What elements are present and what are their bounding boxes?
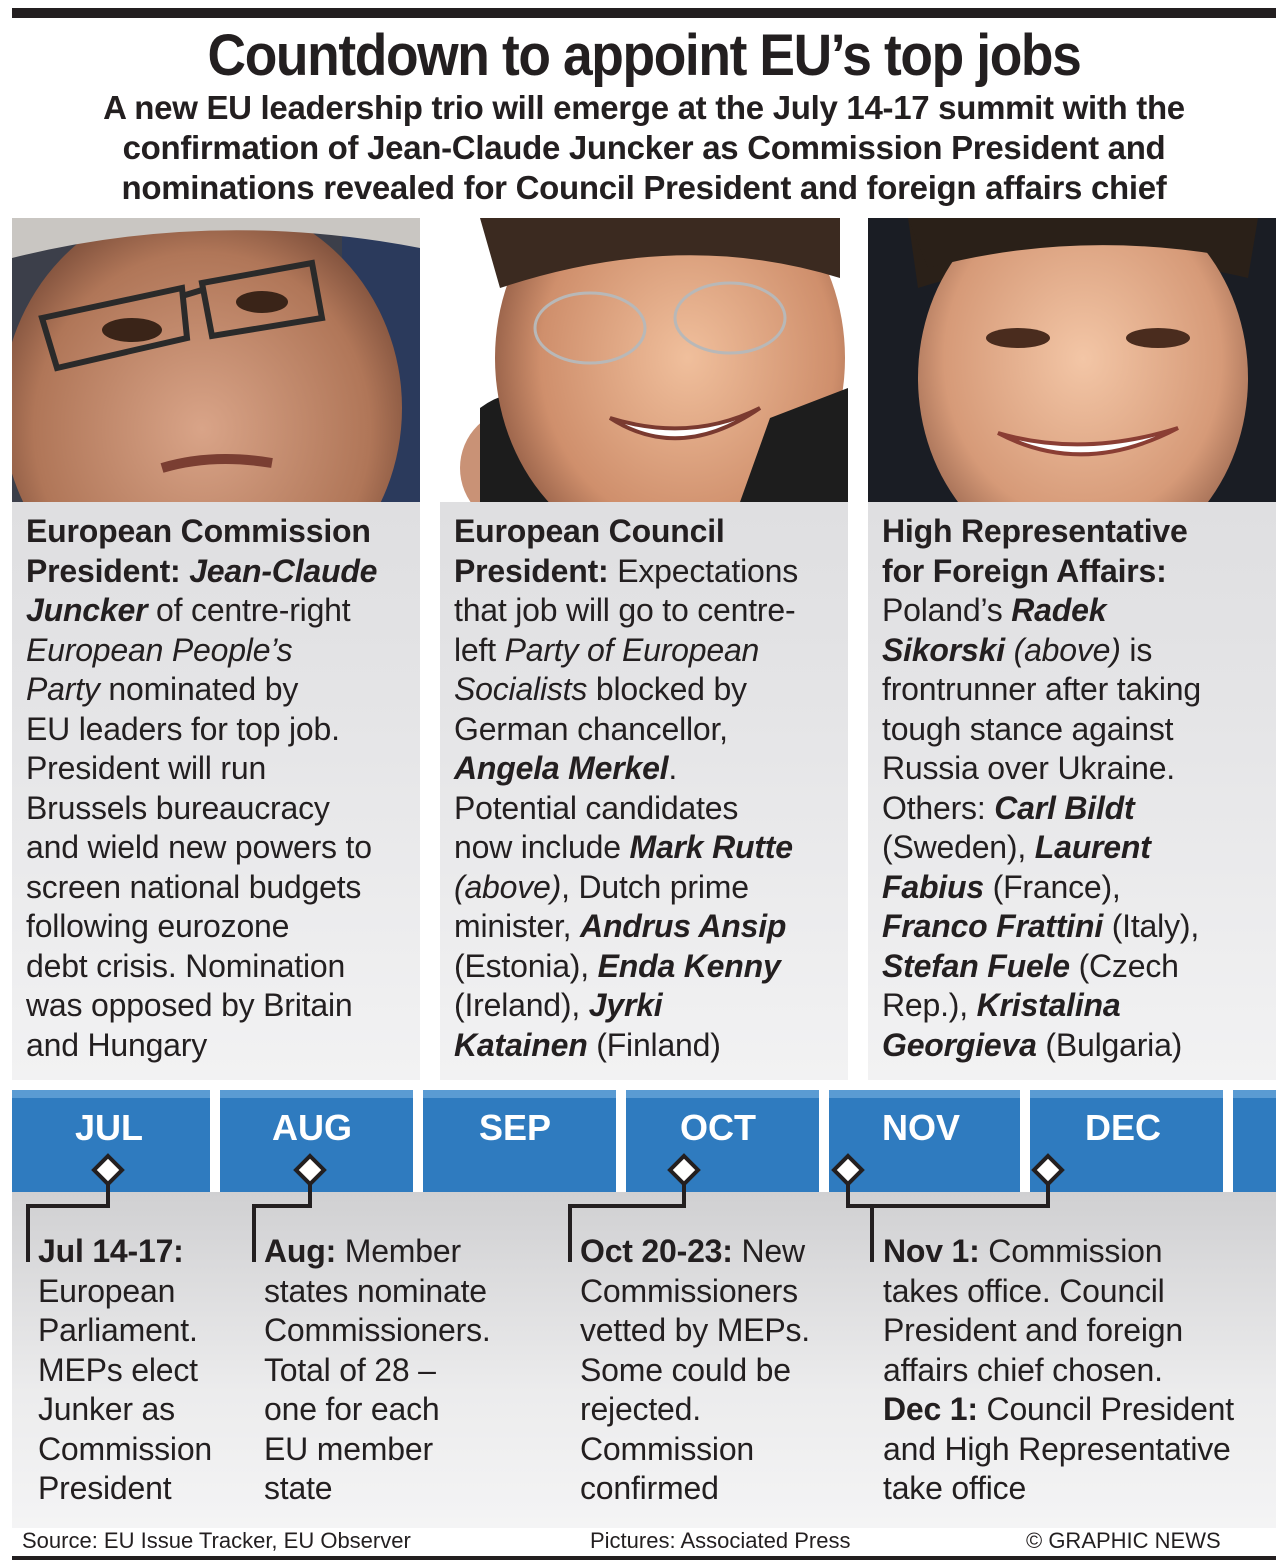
marker-aug <box>296 1156 324 1184</box>
month-label-jul: JUL <box>74 1107 143 1148</box>
text-line: (Estonia), Enda Kenny <box>454 947 781 984</box>
text-line: European Council <box>454 513 725 549</box>
text-line: take office <box>883 1470 1027 1506</box>
text-line: (Ireland), Jyrki <box>454 987 663 1023</box>
text-line: MEPs elect <box>38 1351 198 1388</box>
text-line: Nov 1: Commission <box>883 1233 1163 1269</box>
text-line: that job will go to centre- <box>454 592 796 628</box>
month-label-aug: AUG <box>272 1107 352 1148</box>
text-line: German chancellor, <box>454 710 728 747</box>
text-line: Franco Frattini (Italy), <box>882 908 1200 944</box>
text-line: European Commission <box>26 513 371 549</box>
text-line: following eurozone <box>26 908 290 944</box>
text-line: President <box>38 1470 172 1506</box>
text-line: EU leaders for top job. <box>26 710 340 747</box>
month-label-sep: SEP <box>478 1107 552 1148</box>
event-aug <box>264 1232 534 1509</box>
text-line: (Sweden), Laurent <box>882 829 1151 865</box>
text-line: frontrunner after taking <box>882 671 1201 707</box>
text-line: rejected. <box>580 1391 701 1427</box>
text-line: Sikorski (above) is <box>882 631 1153 668</box>
text-line: states nominate <box>264 1272 487 1309</box>
text-line: (above), Dutch prime <box>454 868 749 905</box>
text-line: Fabius (France), <box>882 868 1121 905</box>
text-line: Others: Carl Bildt <box>882 789 1135 826</box>
text-line: state <box>264 1470 333 1506</box>
subtitle-line: nominations revealed for Council President and foreign affairs chief <box>121 169 1167 206</box>
text-line: EU member <box>264 1430 433 1467</box>
text-line: Aug: Member <box>264 1233 461 1269</box>
text-line: Rep.), Kristalina <box>882 987 1121 1023</box>
marker-dec <box>1034 1156 1062 1184</box>
text-line: now include Mark Rutte <box>454 829 793 865</box>
event-nov-dec <box>883 1232 1278 1509</box>
text-line: for Foreign Affairs: <box>882 552 1167 589</box>
text-line: Junker as <box>38 1391 175 1427</box>
copyright-credit: © GRAPHIC NEWS <box>1026 1528 1221 1553</box>
text-line: minister, Andrus Ansip <box>454 908 787 944</box>
text-line: confirmed <box>580 1470 719 1506</box>
text-line: vetted by MEPs. <box>580 1312 810 1348</box>
month-label-dec: DEC <box>1084 1107 1161 1148</box>
month-label-nov: NOV <box>881 1107 960 1148</box>
text-line: affairs chief chosen. <box>883 1351 1163 1388</box>
text-line: Georgieva (Bulgaria) <box>882 1026 1183 1063</box>
month-label-oct: OCT <box>680 1107 756 1148</box>
connector-dec <box>872 1184 1048 1206</box>
text-line: tough stance against <box>882 710 1174 747</box>
text-line: President and foreign <box>883 1312 1184 1348</box>
text-line: Brussels bureaucracy <box>26 789 330 826</box>
text-line: debt crisis. Nomination <box>26 947 346 984</box>
pictures-credit: Pictures: Associated Press <box>590 1528 851 1553</box>
event-oct <box>580 1232 860 1509</box>
text-line: President: Jean-Claude <box>26 552 378 589</box>
subtitle-line: A new EU leadership trio will emerge at the July 14-17 summit with the <box>103 89 1185 126</box>
text-line: Some could be <box>580 1351 791 1388</box>
text-line: Stefan Fuele (Czech <box>882 947 1179 984</box>
marker-jul <box>94 1156 122 1184</box>
text-line: was opposed by Britain <box>26 987 353 1023</box>
text-line: screen national budgets <box>26 868 362 905</box>
text-line: Oct 20-23: New <box>580 1233 805 1269</box>
text-line: European People’s <box>26 631 293 668</box>
text-line: High Representative <box>882 513 1188 549</box>
bottom-rule <box>12 1556 1276 1560</box>
text-line: Total of 28 – <box>264 1351 436 1388</box>
text-line: Potential candidates <box>454 789 739 826</box>
marker-oct <box>670 1156 698 1184</box>
text-line: Parliament. <box>38 1312 198 1348</box>
text-line: left Party of European <box>454 631 760 668</box>
text-line: Socialists blocked by <box>454 671 747 707</box>
text-line: Party nominated by <box>26 671 299 707</box>
text-line: Jul 14-17: <box>38 1233 184 1269</box>
marker-nov <box>834 1156 862 1184</box>
text-line: Katainen (Finland) <box>454 1026 721 1063</box>
text-line: and wield new powers to <box>26 829 372 865</box>
text-line: President will run <box>26 750 267 786</box>
text-line: Dec 1: Council President <box>883 1391 1234 1427</box>
event-jul <box>38 1232 238 1509</box>
text-line: Angela Merkel. <box>454 750 678 786</box>
text-line: Commissioners <box>580 1272 798 1309</box>
text-line: President: Expectations <box>454 552 799 589</box>
page-title: Countdown to appoint EU’s top jobs <box>207 23 1081 88</box>
text-line: and High Representative <box>883 1430 1231 1467</box>
text-line: takes office. Council <box>883 1272 1165 1309</box>
text-line: Commission <box>580 1430 755 1467</box>
text-line: Commission <box>38 1430 213 1467</box>
text-line: Poland’s Radek <box>882 592 1107 628</box>
text-line: Russia over Ukraine. <box>882 750 1176 786</box>
text-line: one for each <box>264 1391 440 1427</box>
text-line: Commissioners. <box>264 1312 491 1348</box>
source-credit: Source: EU Issue Tracker, EU Observer <box>22 1528 411 1553</box>
text-line: Juncker of centre-right <box>26 592 351 628</box>
text-line: and Hungary <box>26 1026 208 1063</box>
text-line: European <box>38 1272 176 1309</box>
subtitle-line: confirmation of Jean-Claude Juncker as Commission President and <box>122 129 1166 166</box>
